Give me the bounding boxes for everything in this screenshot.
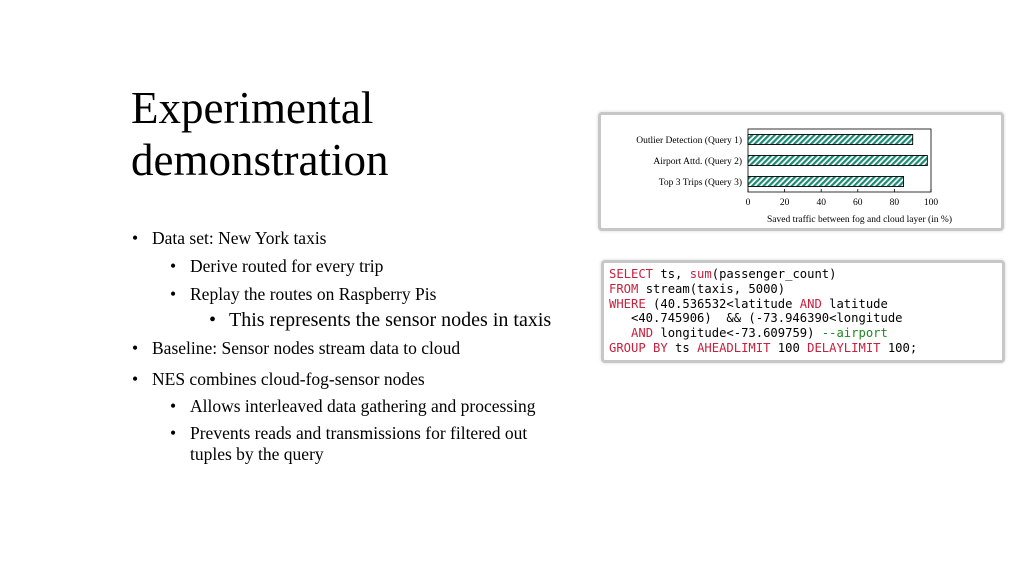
x-tick-label: 0	[745, 198, 751, 208]
bullet-dataset: • Data set: New York taxis	[152, 228, 591, 249]
code-text: stream(taxis, 5000)	[638, 281, 786, 296]
code-keyword: AND	[631, 326, 654, 341]
bullet-prevents: • Prevents reads and transmissions for filtered out tuples by the query	[190, 423, 570, 465]
x-tick-label: 40	[816, 198, 826, 208]
slide-title-line-2: demonstration	[131, 135, 389, 185]
bullet-list	[131, 228, 591, 465]
code-keyword: DELAYLIMIT	[807, 340, 881, 355]
code-keyword: GROUP BY	[609, 340, 668, 355]
code-text: 100	[770, 340, 808, 355]
bullet-baseline: • Baseline: Sensor nodes stream data to cloud	[152, 338, 591, 359]
x-tick-label: 60	[853, 198, 863, 208]
code-text: ts	[667, 340, 698, 355]
x-axis-label: Saved traffic between fog and cloud layer (in %)	[767, 215, 952, 225]
slide-title-line-1: Experimental	[131, 83, 374, 133]
code-keyword: AHEADLIMIT	[697, 340, 771, 355]
bar	[748, 135, 913, 145]
code-keyword: sum	[689, 267, 712, 281]
bar-chart	[601, 115, 1001, 228]
code-text: ts,	[653, 267, 690, 281]
category-label: Airport Attd. (Query 2)	[653, 157, 742, 167]
code-text: longitude<-73.609759)	[653, 326, 822, 341]
bar	[748, 177, 904, 187]
bullet-represents: • This represents the sensor nodes in taxis	[229, 309, 591, 332]
query-code-figure	[601, 260, 1005, 363]
category-label: Outlier Detection (Query 1)	[636, 136, 742, 146]
slide-title	[131, 82, 388, 186]
x-tick-label: 20	[779, 198, 790, 208]
code-text	[609, 326, 631, 340]
code-keyword: WHERE	[609, 296, 646, 311]
code-text: latitude	[821, 296, 888, 311]
code-keyword: FROM	[609, 281, 639, 296]
bullet-nes: • NES combines cloud-fog-sensor nodes	[152, 369, 591, 390]
bullet-interleaved: • Allows interleaved data gathering and processing	[190, 396, 591, 417]
bullet-replay: • Replay the routes on Raspberry Pis	[190, 284, 591, 305]
x-tick-label: 100	[923, 198, 939, 208]
code-keyword: SELECT	[609, 267, 654, 281]
code-keyword: AND	[799, 296, 822, 311]
query-code	[609, 267, 917, 356]
code-text: 100;	[880, 340, 918, 355]
code-comment: --airport	[821, 326, 888, 341]
bullet-derive: • Derive routed for every trip	[190, 256, 591, 277]
chart-figure	[598, 112, 1004, 231]
bar	[748, 156, 927, 166]
category-label: Top 3 Trips (Query 3)	[658, 178, 742, 188]
code-text: (40.536532<latitude	[645, 296, 800, 311]
x-tick-label: 80	[889, 198, 900, 208]
code-text: <40.745906) && (-73.946390<longitude	[609, 311, 903, 326]
code-text: (passenger_count)	[711, 267, 837, 281]
